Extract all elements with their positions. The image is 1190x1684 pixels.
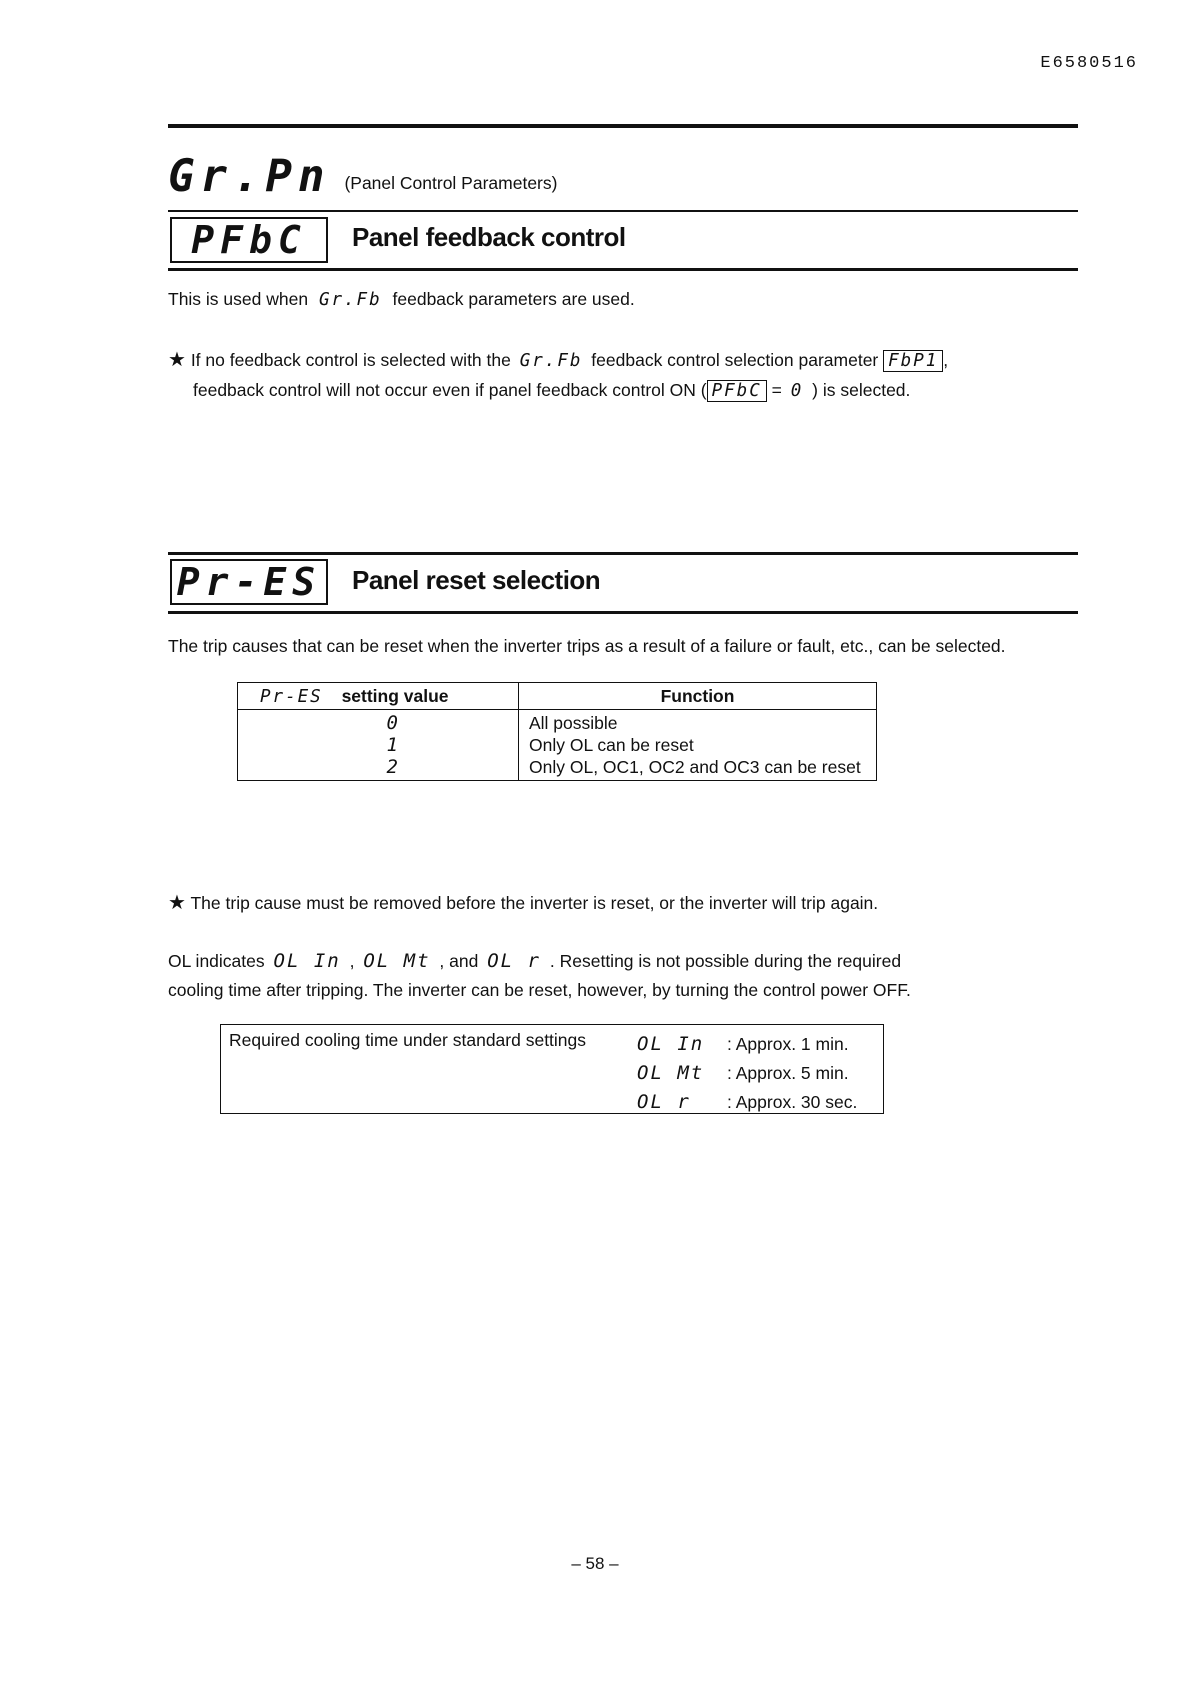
document-code: E6580516 xyxy=(1040,54,1138,73)
cooling-time: : Approx. 5 min. xyxy=(727,1063,849,1083)
note-code-4: 0 xyxy=(790,381,804,401)
ol-paragraph xyxy=(168,947,1088,1005)
table-header-setting-text: setting value xyxy=(341,686,449,706)
table-cell-value: 0 xyxy=(238,710,519,735)
cooling-code: OL Mt xyxy=(637,1062,705,1084)
table-cell-value: 2 xyxy=(238,756,519,781)
table-cell-function: All possible xyxy=(529,712,618,733)
intro-before: This is used when xyxy=(168,289,309,309)
page-number: – 58 – xyxy=(571,1554,619,1573)
cooling-time: : Approx. 30 sec. xyxy=(727,1092,858,1112)
section2-intro: The trip causes that can be reset when the inverter trips as a result of a failure or fault, etc., can be selected. xyxy=(168,636,1006,656)
intro-code: Gr.Fb xyxy=(318,290,382,310)
section1-intro xyxy=(168,289,635,310)
group-heading xyxy=(168,150,557,200)
note-text-2: feedback control selection parameter xyxy=(591,350,879,370)
table-header-row xyxy=(238,683,877,710)
cooling-row xyxy=(637,1059,877,1088)
table-row xyxy=(238,756,877,781)
ol-code-2: OL Mt xyxy=(363,950,431,972)
section2-upper-rule xyxy=(168,552,1078,555)
section2-title: Panel reset selection xyxy=(352,565,601,595)
note-code-3: PFbC xyxy=(707,380,767,402)
param-code-box xyxy=(170,217,328,263)
cooling-code: OL In xyxy=(637,1033,705,1055)
note-text-5: = xyxy=(771,380,782,400)
top-rule xyxy=(168,124,1078,128)
section1-title: Panel feedback control xyxy=(352,222,626,252)
group-code: Gr.Pn xyxy=(168,151,331,202)
cooling-row xyxy=(637,1088,877,1117)
ol-sep-1: , xyxy=(349,951,355,971)
note-code-1: Gr.Fb xyxy=(519,351,583,371)
ol-sep-2: , and xyxy=(439,951,479,971)
note-text-4: feedback control will not occur even if panel feedback control ON ( xyxy=(193,380,707,400)
ol-code-3: OL r xyxy=(487,950,541,972)
star-icon: ★ xyxy=(168,349,186,371)
table-row xyxy=(238,734,877,756)
section1-note xyxy=(168,346,1088,406)
table-cell-function: Only OL can be reset xyxy=(529,734,694,755)
param-code-2: Pr-ES xyxy=(176,560,322,604)
cooling-rows xyxy=(637,1030,877,1117)
param-code-box-2 xyxy=(170,559,328,605)
note-line-2 xyxy=(168,376,1088,406)
cooling-row xyxy=(637,1030,877,1059)
note-text-3: , xyxy=(943,350,949,370)
ol-code-1: OL In xyxy=(273,950,341,972)
cooling-time: : Approx. 1 min. xyxy=(727,1034,849,1054)
ol-line-1 xyxy=(168,947,1088,976)
table-header-function: Function xyxy=(660,686,735,706)
star-icon: ★ xyxy=(168,892,186,914)
setting-table xyxy=(237,682,877,781)
section2-note xyxy=(168,890,878,915)
table-cell-function: Only OL, OC1, OC2 and OC3 can be reset xyxy=(529,756,861,777)
cooling-label: Required cooling time under standard settings xyxy=(229,1030,587,1050)
table-header-code: Pr-ES xyxy=(260,687,323,707)
group-caption: (Panel Control Parameters) xyxy=(344,173,558,193)
ol-line-2: cooling time after tripping. The inverter can be reset, however, by turning the control power OFF. xyxy=(168,980,911,1000)
note-code-2: FbP1 xyxy=(883,350,943,372)
cooling-code: OL r xyxy=(637,1091,691,1113)
note-line-1 xyxy=(168,346,1088,376)
ol-text-1: OL indicates xyxy=(168,951,265,971)
section2-lower-rule xyxy=(168,611,1078,614)
table-header-setting xyxy=(238,683,519,710)
section1-lower-rule xyxy=(168,268,1078,271)
ol-text-2: . Resetting is not possible during the required xyxy=(549,951,902,971)
table-row xyxy=(238,710,877,735)
table-cell-value: 1 xyxy=(238,734,519,756)
note-text-1: If no feedback control is selected with the xyxy=(190,350,511,370)
cooling-time-box xyxy=(220,1024,884,1114)
param-code: PFbC xyxy=(191,218,307,262)
section1-upper-rule xyxy=(168,210,1078,212)
intro-after: feedback parameters are used. xyxy=(392,289,635,309)
section2-note-text: The trip cause must be removed before the inverter is reset, or the inverter will trip again. xyxy=(190,893,879,913)
note-text-6: ) is selected. xyxy=(812,380,911,400)
